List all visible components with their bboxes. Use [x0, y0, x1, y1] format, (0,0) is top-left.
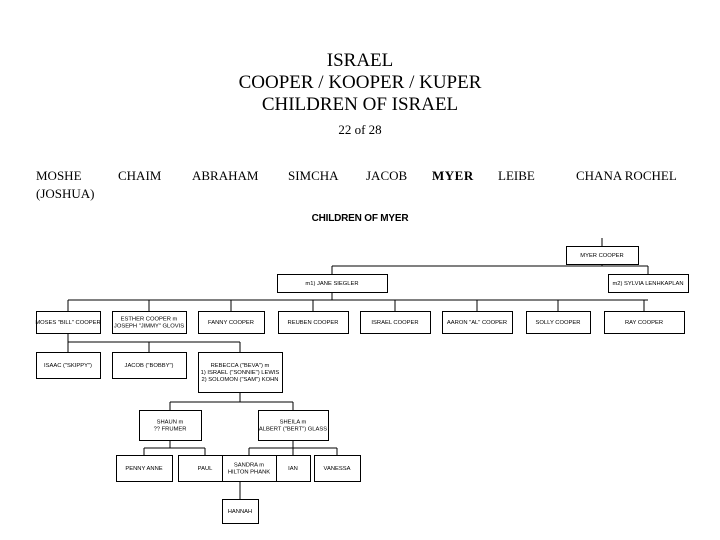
child-label: CHAIM	[118, 168, 162, 183]
node-label: ?? FRUMER	[153, 426, 187, 433]
title-line-3: CHILDREN OF ISRAEL	[261, 94, 459, 115]
node-label: RAY COOPER	[624, 320, 664, 326]
node-label: HANNAH	[227, 509, 253, 515]
node-label: 1) ISRAEL ("SONNIE") LEWIS	[200, 370, 280, 376]
node-label: PAUL	[197, 466, 213, 472]
node-label: ISRAEL COOPER	[371, 320, 419, 326]
tree-title: CHILDREN OF MYER	[311, 213, 409, 224]
node-wife1	[278, 275, 388, 293]
title-line-2: COOPER / KOOPER / KUPER	[238, 72, 482, 93]
node-label: HILTON PHANK	[227, 469, 271, 476]
node-label: m1) JANE SIEGLER	[305, 281, 359, 287]
node-label: m2) SYLVIA LENHKAPLAN	[612, 281, 684, 287]
node-label: AARON "AL" COOPER	[446, 320, 508, 326]
node-label: 2) SOLOMON ("SAM") KOHN	[201, 376, 279, 383]
node-label: SANDRA m	[233, 462, 265, 469]
node-vanessa	[315, 456, 361, 482]
node-fanny	[199, 312, 265, 334]
node-label: VANESSA	[323, 466, 351, 472]
node-label: SHEILA m	[279, 419, 307, 426]
node-label: JOSEPH "JIMMY" GLOVIS	[113, 323, 185, 330]
node-reuben	[279, 312, 349, 334]
node-moses	[35, 312, 100, 334]
node-label: JACOB ("BOBBY")	[124, 363, 174, 369]
node-label: FANNY COOPER	[208, 320, 254, 326]
node-label: ESTHER COOPER m	[120, 316, 178, 323]
child-label: (JOSHUA)	[36, 186, 95, 201]
child-label: CHANA ROCHEL	[576, 168, 677, 183]
node-aaron	[443, 312, 513, 334]
node-shaun	[140, 411, 202, 441]
title-line-1: ISRAEL	[326, 50, 394, 71]
node-hannah	[223, 500, 259, 524]
node-label: IAN	[288, 466, 298, 472]
node-label: SHAUN m	[156, 419, 184, 426]
child-label: SIMCHA	[288, 168, 339, 183]
node-penny	[117, 456, 173, 482]
node-esther	[113, 312, 187, 334]
node-jacob	[113, 353, 187, 379]
child-label: MYER	[432, 168, 474, 183]
node-ray	[605, 312, 685, 334]
child-label: ABRAHAM	[192, 168, 259, 183]
node-sheila	[259, 411, 329, 441]
node-rebecca	[199, 353, 283, 393]
node-label: REUBEN COOPER	[287, 320, 339, 326]
node-wife2	[609, 275, 689, 293]
child-label: JACOB	[366, 168, 408, 183]
node-myer	[567, 247, 639, 265]
node-label: PENNY ANNE	[125, 466, 163, 472]
node-label: SOLLY COOPER	[535, 320, 581, 326]
child-label: MOSHE	[36, 168, 82, 183]
node-label: REBECCA ("BEVA") m	[210, 363, 270, 370]
node-label: MOSES "BILL" COOPER	[35, 320, 101, 326]
node-sandra	[223, 456, 277, 482]
node-label: ALBERT ("BERT") GLASS	[258, 426, 328, 433]
child-label: LEIBE	[498, 168, 535, 183]
node-solly	[527, 312, 591, 334]
node-isaac	[37, 353, 101, 379]
node-label: ISAAC ("SKIPPY")	[44, 363, 92, 369]
page-number: 22 of 28	[338, 122, 382, 137]
node-label: MYER COOPER	[580, 253, 624, 259]
node-ian	[277, 456, 311, 482]
node-israel	[361, 312, 431, 334]
